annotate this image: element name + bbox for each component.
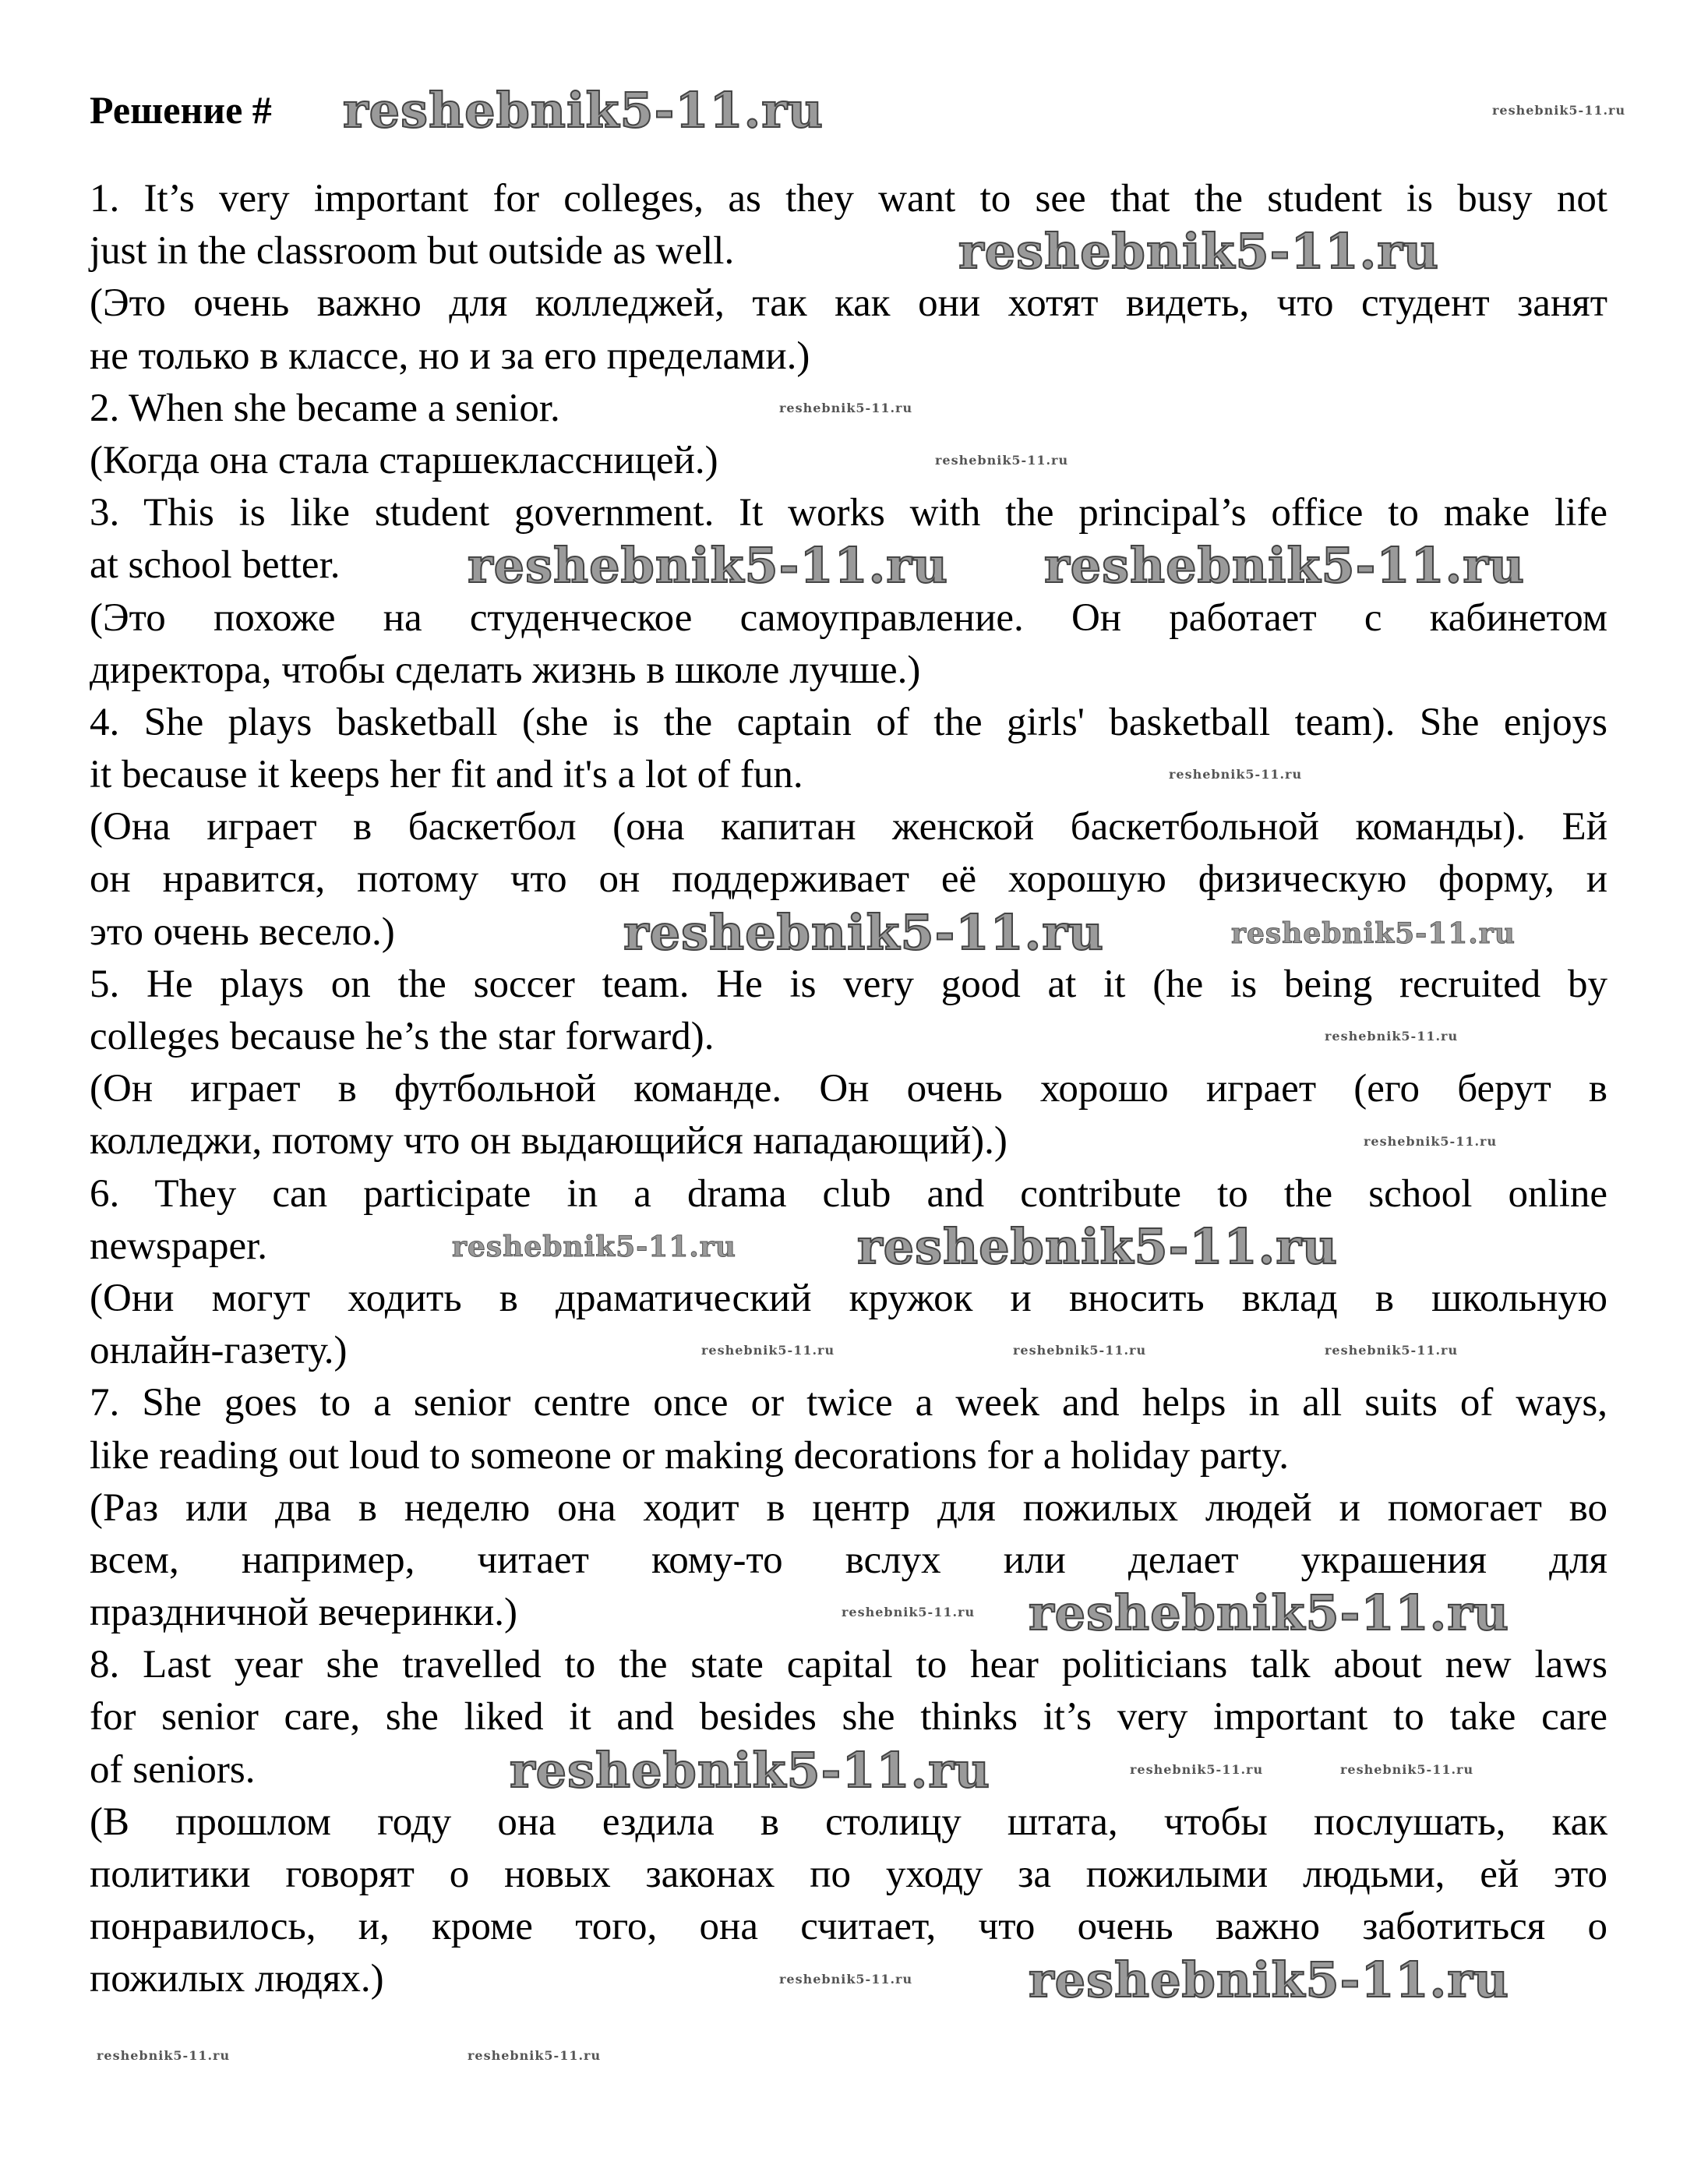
- answer-english: [90, 1168, 1607, 1273]
- text-line: (Раз или два в неделю она ходит в центр для пожилых людей и помогает во: [90, 1485, 1607, 1530]
- answers-body: [90, 173, 1607, 2006]
- text-line: of seniors.: [90, 1747, 256, 1792]
- text-line: онлайн-газету.): [90, 1329, 348, 1373]
- watermark: reshebnik5-11.ru: [1325, 1029, 1459, 1044]
- answer-russian: [90, 1063, 1607, 1167]
- watermark: reshebnik5-11.ru: [1325, 1343, 1459, 1358]
- watermark: reshebnik5-11.ru: [1364, 1134, 1498, 1149]
- watermark: reshebnik5-11.ru: [1231, 917, 1516, 950]
- watermark: reshebnik5-11.ru: [1340, 1762, 1474, 1777]
- text-line: 4. She plays basketball (she is the captain of the girls' basketball team). She enjoys: [90, 700, 1607, 744]
- text-line: 6. They can participate in a drama club and contribute to the school online: [90, 1171, 1607, 1216]
- text-line: 1. It’s very important for colleges, as they want to see that the student is busy not: [90, 177, 1607, 221]
- text-line: 8. Last year she travelled to the state capital to hear politicians talk about new laws: [90, 1643, 1607, 1687]
- watermark: reshebnik5-11.ru: [935, 453, 1069, 468]
- text-line: он нравится, потому что он поддерживает её хорошую физическую форму, и: [90, 857, 1607, 902]
- watermark: reshebnik5-11.ru: [1013, 1343, 1147, 1358]
- text-line: директора, чтобы сделать жизнь в школе лучше.): [90, 648, 921, 692]
- text-line: just in the classroom but outside as well.: [90, 229, 735, 274]
- watermark: reshebnik5-11.ru: [779, 401, 913, 415]
- text-line: (Это похоже на студенческое самоуправление. Он работает с кабинетом: [90, 595, 1607, 640]
- text-line: 7. She goes to a senior centre once or twice a week and helps in all suits of ways,: [90, 1381, 1607, 1425]
- watermark: reshebnik5-11.ru: [468, 537, 948, 594]
- watermark: reshebnik5-11.ru: [779, 1972, 913, 1987]
- page-title: Решение #: [90, 88, 272, 132]
- text-line: newspaper.: [90, 1224, 268, 1268]
- text-line: (Это очень важно для колледжей, так как они хотят видеть, что студент занят: [90, 281, 1607, 326]
- watermark: reshebnik5-11.ru: [1029, 1951, 1509, 2008]
- text-line: at school better.: [90, 543, 341, 588]
- text-line: (В прошлом году она ездила в столицу штата, чтобы послушать, как: [90, 1800, 1607, 1844]
- answer-russian: [90, 435, 1607, 487]
- watermark: reshebnik5-11.ru: [623, 904, 1104, 961]
- answer-english: [90, 959, 1607, 1063]
- text-line: for senior care, she liked it and besides she thinks it’s very important to take care: [90, 1695, 1607, 1739]
- text-line: понравилось, и, кроме того, она считает, что очень важно заботиться о: [90, 1905, 1607, 1949]
- watermark: reshebnik5-11.ru: [1044, 537, 1525, 594]
- watermark: reshebnik5-11.ru: [857, 1218, 1338, 1275]
- text-line: не только в классе, но и за его пределами.): [90, 334, 810, 378]
- answer-russian: [90, 1273, 1607, 1377]
- watermark: reshebnik5-11.ru: [701, 1343, 835, 1358]
- text-line: colleges because he’s the star forward).: [90, 1015, 715, 1058]
- text-line: it because it keeps her fit and it's a lot of fun.: [90, 753, 803, 797]
- watermark: reshebnik5-11.ru: [1130, 1762, 1264, 1777]
- answer-russian: [90, 277, 1607, 382]
- watermark: reshebnik5-11.ru: [97, 2048, 231, 2063]
- text-line: всем, например, читает кому-то вслух или делает украшения для: [90, 1538, 1607, 1582]
- watermark: reshebnik5-11.ru: [468, 2048, 602, 2063]
- answer-item: [90, 383, 1607, 487]
- watermark: reshebnik5-11.ru: [842, 1605, 976, 1619]
- text-line: пожилых людях.): [90, 1957, 384, 2001]
- watermark: reshebnik5-11.ru: [1169, 767, 1303, 782]
- text-line: 2. When she became a senior.: [90, 386, 560, 430]
- text-line: (Он играет в футбольной команде. Он очень хорошо играет (его берут в: [90, 1067, 1607, 1111]
- watermark: reshebnik5-11.ru: [958, 223, 1439, 280]
- text-line: (Когда она стала старшеклассницей.): [90, 438, 718, 482]
- answer-english: [90, 697, 1607, 801]
- text-line: это очень весело.): [90, 909, 395, 954]
- text-line: политики говорят о новых законах по уходу за пожилыми людьми, ей это: [90, 1852, 1607, 1896]
- text-line: колледжи, потому что он выдающийся нападающий).): [90, 1119, 1008, 1164]
- text-line: like reading out loud to someone or making decorations for a holiday party.: [90, 1433, 1290, 1478]
- text-line: 3. This is like student government. It works with the principal’s office to make life: [90, 491, 1607, 535]
- text-line: праздничной вечеринки.): [90, 1591, 517, 1635]
- watermark: reshebnik5-11.ru: [510, 1742, 990, 1799]
- answer-russian: [90, 592, 1607, 697]
- text-line: (Она играет в баскетбол (она капитан женской баскетбольной команды). Ей: [90, 805, 1607, 849]
- answer-english: [90, 1377, 1607, 1482]
- text-line: 5. He plays on the soccer team. He is very good at it (he is being recruited by: [90, 962, 1607, 1006]
- watermark: reshebnik5-11.ru: [452, 1231, 736, 1263]
- watermark: reshebnik5-11.ru: [1492, 103, 1626, 118]
- watermark: reshebnik5-11.ru: [343, 82, 824, 139]
- watermark: reshebnik5-11.ru: [1029, 1584, 1509, 1641]
- text-line: (Они могут ходить в драматический кружок и вносить вклад в школьную: [90, 1276, 1607, 1320]
